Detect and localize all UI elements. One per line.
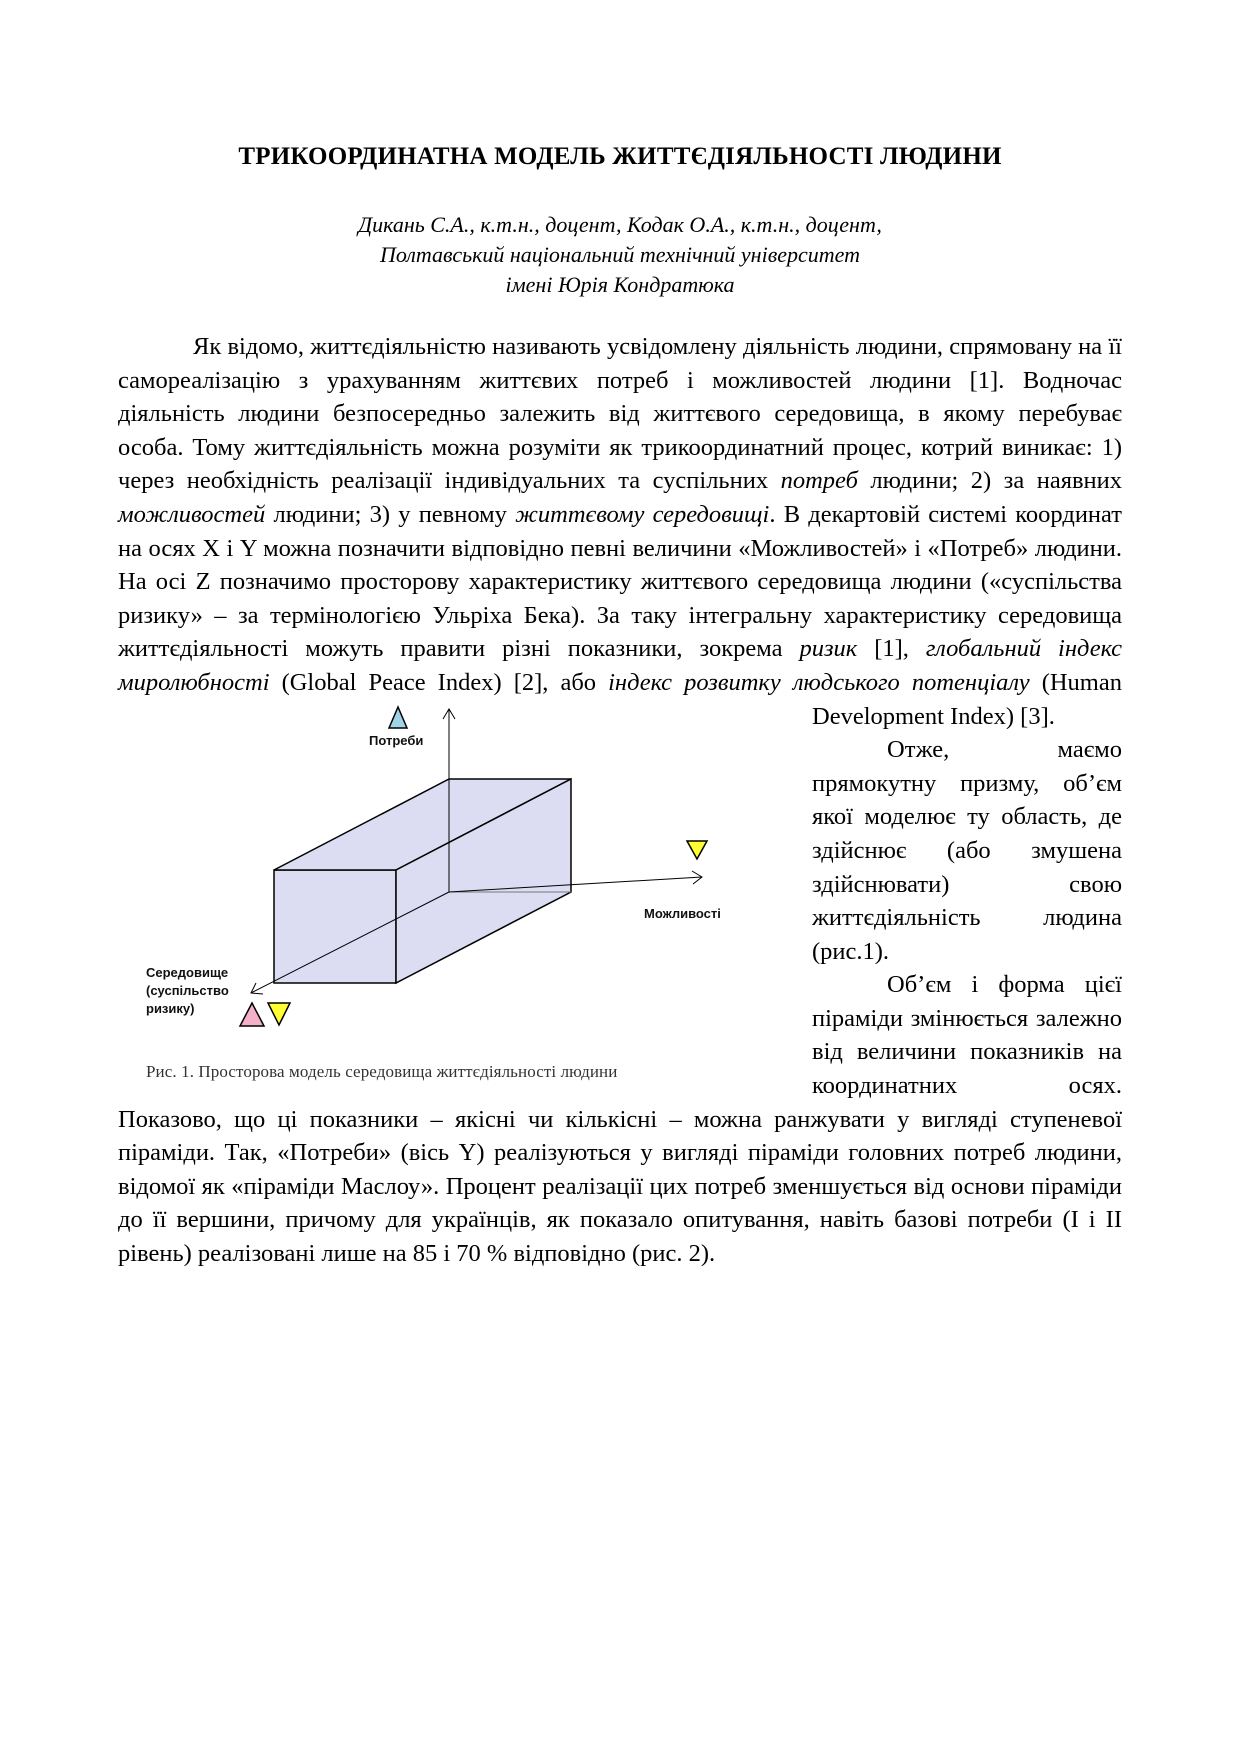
body-text <box>118 330 1122 1271</box>
prism-front-face <box>274 870 396 983</box>
text-run: людини; 3) у певному <box>265 500 516 528</box>
italic-term: глобальний індекс миролюбності <box>118 635 1122 696</box>
italic-term: потреб <box>780 467 858 495</box>
paper-title: ТРИКООРДИНАТНА МОДЕЛЬ ЖИТТЄДІЯЛЬНОСТІ ЛЮДИНИ <box>238 143 1002 170</box>
y-axis-label: Потреби <box>369 732 424 748</box>
author-block <box>118 210 1122 300</box>
affiliation-line: Полтавський національний технічний університет <box>379 242 861 267</box>
paragraph-ranking: Показово, що ці показники – якісні чи кількісні – можна ранжувати у вигляді ступеневої піраміди. Так, «Потреби» (вісь Y) реалізуються у вигляді піраміди головних потреб людини, відомої як «піраміди Маслоу». Процент реалізації цих потреб зменшується від основи піраміди до її вершини, причому для українців, як показало опитування, навіть базові потреби (І і ІІ рівень) реалізовані лише на 85 і 70 % відповідно (рис. 2). <box>118 1105 1122 1268</box>
triangle-up-pink-icon <box>240 1003 264 1026</box>
z-axis-label-line3: ризику) <box>146 1000 195 1016</box>
float-text-line: Development Index) [3]. <box>812 702 1055 730</box>
italic-term: життєвому середовищі <box>515 500 770 528</box>
paragraph-volume: Об’єм і форма цієї піраміди змінюється залежно від величини показників на координатних осях. <box>812 971 1122 1100</box>
triangle-down-yellow-icon <box>268 1003 290 1025</box>
affiliation-line-2: імені Юрія Кондратюка <box>505 272 735 297</box>
text-run: Як відомо, життєдіяльністю називають усвідомлену діяльність людини, спрямовану на її самореалізацію з урахуванням життєвих потреб і можливостей людини [1]. Водночас діяльність людини безпосередньо залежить від життєвого середовища, в якому перебуває особа. Тому життєдіяльність можна розуміти як трикоординатний процес, котрий виникає: 1) через необхідність реалізації індивідуальних та суспільних <box>118 333 1122 495</box>
paragraph-prism: Отже, маємо прямокутну призму, об’єм якої моделює ту область, де здійснює (або змушена здійснювати) свою життєдіяльність людина (рис.1). <box>812 736 1122 965</box>
z-axis-label-line1: Середовище <box>146 964 229 980</box>
italic-term: можливостей <box>118 500 266 528</box>
z-axis-label-line2: (суспільство <box>146 982 229 998</box>
text-run: [1], <box>857 635 926 663</box>
text-run: (Global Peace Index) [2], або <box>269 668 609 696</box>
figure-caption: Рис. 1. Просторова модель середовища життєдіяльності людини <box>146 1061 618 1081</box>
triangle-down-yellow-icon <box>687 841 707 859</box>
italic-term: ризик <box>799 635 858 663</box>
text-run: (Human <box>1029 668 1122 696</box>
italic-term: індекс розвитку людського потенціалу <box>608 668 1030 696</box>
prism-diagram <box>116 703 796 1091</box>
authors-line: Дикань С.А., к.т.н., доцент, Кодак О.А., к.т.н., доцент, <box>358 212 882 237</box>
text-run: людини; 2) за наявних <box>857 467 1122 495</box>
x-axis-label: Можливості <box>644 905 721 921</box>
triangle-up-blue-icon <box>389 707 407 728</box>
figure-1 <box>116 703 796 1091</box>
text-run: . В декартовій системі координат на осях X і Y можна позначити відповідно певні величини «Можливостей» і «Потреб» людини. На осі Z позначимо просторову характеристику життєвого середовища людини («суспільства ризику» – за термінологією Ульріха Бека). За таку інтегральну характеристику середовища життєдіяльності можуть правити різні показники, зокрема <box>118 500 1122 663</box>
paragraph-intro <box>118 330 1122 700</box>
